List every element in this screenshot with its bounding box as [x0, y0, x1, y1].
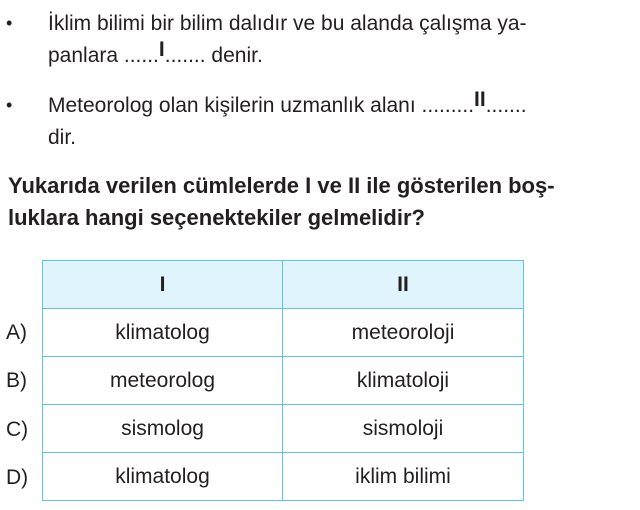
statement-2-text-after-blank: ....... — [485, 94, 527, 117]
table-cell: meteorolog — [43, 357, 283, 405]
table-cell: sismolog — [43, 405, 283, 453]
bullet-icon: • — [6, 95, 13, 115]
blank-marker-1: I — [158, 38, 165, 61]
table-cell: meteoroloji — [283, 309, 524, 357]
statement-1-line-1: İklim bilimi bir bilim dalıdır ve bu alanda çalışma ya- — [48, 12, 527, 35]
table-cell: klimatolog — [43, 453, 283, 501]
option-a-letter[interactable]: A) — [6, 321, 27, 344]
option-row-a[interactable] — [43, 309, 524, 357]
statement-1-text-after-blank: ....... denir. — [164, 44, 263, 67]
statement-2 — [0, 90, 640, 154]
table-cell: klimatolog — [43, 309, 283, 357]
table-cell: iklim bilimi — [283, 453, 524, 501]
column-header-ii: II — [283, 261, 524, 309]
option-row-b[interactable] — [43, 357, 524, 405]
question-text — [8, 170, 633, 234]
option-d-letter[interactable]: D) — [6, 466, 29, 489]
blank-marker-2: II — [474, 88, 486, 111]
table-cell: sismoloji — [283, 405, 524, 453]
column-header-i: I — [43, 261, 283, 309]
statement-1-line-2 — [48, 40, 263, 71]
option-row-d[interactable] — [43, 453, 524, 501]
table-cell: klimatoloji — [283, 357, 524, 405]
statement-2-line-1 — [48, 90, 527, 121]
option-c-letter[interactable]: C) — [6, 418, 29, 441]
statement-2-text-before-blank: Meteorolog olan kişilerin uzmanlık alanı ......... — [48, 94, 475, 117]
statement-1 — [0, 8, 640, 72]
answer-options-table — [42, 260, 524, 501]
statement-1-text-before-blank: panlara ...... — [48, 44, 159, 67]
statement-2-line-2: dir. — [48, 126, 77, 149]
question-line-1: Yukarıda verilen cümlelerde I ve II ile gösterilen boş- — [8, 173, 555, 198]
option-row-c[interactable] — [43, 405, 524, 453]
question-line-2: luklara hangi seçenektekiler gelmelidir? — [8, 205, 425, 230]
bullet-icon: • — [6, 13, 13, 33]
option-b-letter[interactable]: B) — [6, 369, 27, 392]
table-header-row — [43, 261, 524, 309]
